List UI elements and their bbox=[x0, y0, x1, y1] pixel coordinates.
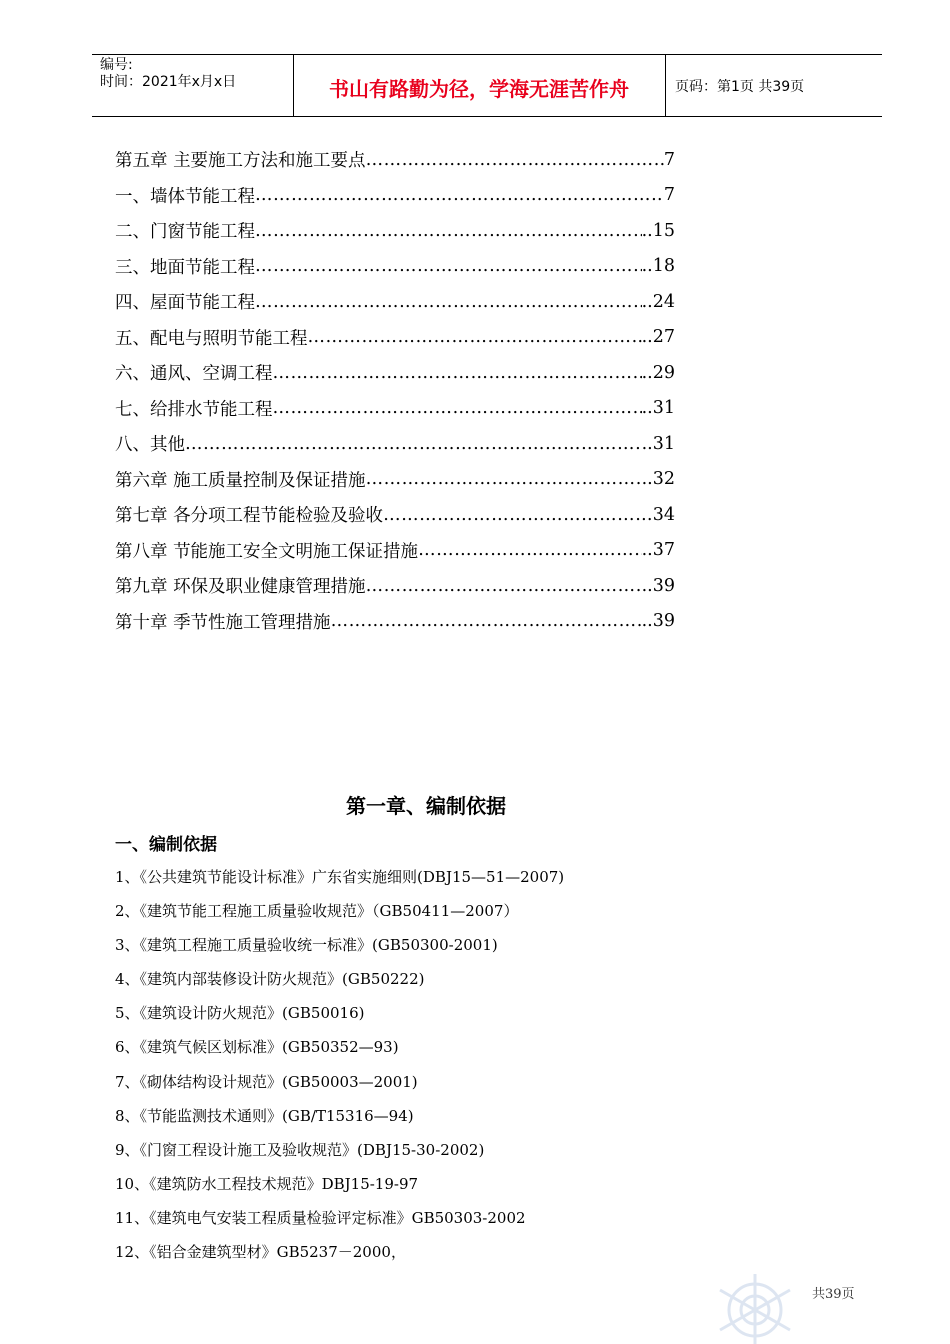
reference-item: 5、《建筑设计防火规范》(GB50016) bbox=[115, 1004, 365, 1023]
toc-entry-page: ..24 bbox=[641, 291, 675, 312]
header-number: 编号: bbox=[100, 57, 133, 73]
toc-entry-title: 四、屋面节能工程 bbox=[115, 293, 255, 314]
toc-entry[interactable] bbox=[115, 284, 675, 320]
header-meta bbox=[100, 57, 236, 91]
toc-entry[interactable] bbox=[115, 604, 675, 640]
reference-item: 1、《公共建筑节能设计标准》广东省实施细则(DBJ15—51—2007) bbox=[115, 868, 565, 886]
toc-entry-title: 八、其他 bbox=[115, 435, 185, 456]
toc-entry-page: ..31 bbox=[641, 398, 675, 419]
toc-entry-title: 第七章 各分项工程节能检验及验收 bbox=[115, 506, 384, 527]
toc-leader-dots bbox=[366, 469, 642, 489]
toc-entry-page: 7 bbox=[663, 185, 675, 206]
reference-item: 2、《建筑节能工程施工质量验收规范》（GB50411—2007） bbox=[115, 902, 519, 921]
reference-item: 8、《节能监测技术通则》(GB/T15316—94) bbox=[115, 1106, 414, 1125]
toc-entry[interactable] bbox=[115, 568, 675, 604]
toc-entry[interactable] bbox=[115, 249, 675, 285]
toc-entry-page: 34 bbox=[652, 504, 675, 525]
toc-entry-page: ..39 bbox=[641, 611, 675, 632]
toc-leader-dots bbox=[366, 150, 664, 170]
toc-entry-title: 三、地面节能工程 bbox=[115, 257, 255, 278]
toc-entry[interactable] bbox=[115, 391, 675, 427]
reference-list bbox=[115, 860, 564, 1269]
toc-leader-dots bbox=[255, 185, 664, 205]
toc-leader-dots bbox=[418, 540, 642, 560]
toc-leader-dots bbox=[255, 292, 642, 312]
toc-leader-dots bbox=[185, 434, 642, 454]
snowflake-icon bbox=[700, 1270, 810, 1344]
toc-entry-page: ..39 bbox=[641, 575, 675, 596]
toc-entry-title: 五、配电与照明节能工程 bbox=[115, 328, 308, 349]
header-divider bbox=[665, 55, 666, 116]
toc-leader-dots bbox=[255, 221, 642, 241]
header-date: 时间：2021年x月x日 bbox=[100, 74, 237, 90]
toc-entry-title: 二、门窗节能工程 bbox=[115, 222, 255, 243]
section-title: 一、编制依据 bbox=[115, 835, 217, 855]
toc-entry-title: 一、墙体节能工程 bbox=[115, 186, 255, 207]
toc-leader-dots bbox=[366, 576, 642, 596]
toc-entry[interactable] bbox=[115, 497, 675, 533]
toc-entry-title: 第十章 季节性施工管理措施 bbox=[115, 612, 331, 633]
reference-item: 11、《建筑电气安装工程质量检验评定标准》GB50303-2002 bbox=[115, 1208, 526, 1227]
toc-entry-title: 第五章 主要施工方法和施工要点 bbox=[115, 151, 366, 172]
toc-entry-title: 六、通风、空调工程 bbox=[115, 364, 273, 385]
toc-entry-title: 第八章 节能施工安全文明施工保证措施 bbox=[115, 541, 419, 562]
toc-entry[interactable] bbox=[115, 213, 675, 249]
toc-entry[interactable] bbox=[115, 355, 675, 391]
reference-item: 6、《建筑气候区划标准》(GB50352—93) bbox=[115, 1038, 399, 1057]
page-header bbox=[92, 54, 882, 117]
table-of-contents bbox=[115, 142, 675, 639]
toc-entry-page: ..27 bbox=[641, 327, 675, 348]
toc-entry-title: 第六章 施工质量控制及保证措施 bbox=[115, 470, 366, 491]
toc-entry[interactable] bbox=[115, 533, 675, 569]
toc-entry[interactable] bbox=[115, 320, 675, 356]
header-page-info: 页码：第1页 共39页 bbox=[675, 79, 805, 95]
chapter-title: 第一章、编制依据 bbox=[346, 794, 506, 818]
toc-entry-page: ..32 bbox=[641, 469, 675, 490]
page-footer: 共39页 bbox=[812, 1287, 855, 1302]
toc-leader-dots bbox=[331, 611, 642, 631]
toc-leader-dots bbox=[273, 398, 642, 418]
toc-entry-title: 七、给排水节能工程 bbox=[115, 399, 273, 420]
toc-leader-dots bbox=[255, 256, 642, 276]
reference-item: 9、《门窗工程设计施工及验收规范》(DBJ15-30-2002) bbox=[115, 1140, 485, 1159]
reference-item: 10、《建筑防水工程技术规范》DBJ15-19-97 bbox=[115, 1174, 419, 1193]
reference-item: 12、《铝合金建筑型材》GB5237－2000， bbox=[115, 1243, 406, 1262]
header-motto: 书山有路勤为径，学海无涯苦作舟 bbox=[329, 77, 629, 101]
toc-entry-page: ..29 bbox=[641, 362, 675, 383]
reference-item: 3、《建筑工程施工质量验收统一标准》(GB50300-2001) bbox=[115, 936, 498, 955]
toc-entry[interactable] bbox=[115, 426, 675, 462]
reference-item: 7、《砌体结构设计规范》(GB50003—2001) bbox=[115, 1072, 418, 1091]
toc-entry-page: ..31 bbox=[641, 433, 675, 454]
toc-leader-dots bbox=[308, 327, 642, 347]
toc-entry[interactable] bbox=[115, 178, 675, 214]
toc-entry-page: ..18 bbox=[641, 256, 675, 277]
toc-entry-page: ..37 bbox=[641, 540, 675, 561]
toc-entry[interactable] bbox=[115, 142, 675, 178]
reference-item: 4、《建筑内部装修设计防火规范》(GB50222) bbox=[115, 970, 425, 989]
toc-leader-dots bbox=[383, 505, 653, 525]
toc-entry-page: 7 bbox=[663, 149, 675, 170]
toc-entry[interactable] bbox=[115, 462, 675, 498]
toc-leader-dots bbox=[273, 363, 642, 383]
toc-entry-title: 第九章 环保及职业健康管理措施 bbox=[115, 577, 366, 598]
toc-entry-page: ..15 bbox=[641, 220, 675, 241]
